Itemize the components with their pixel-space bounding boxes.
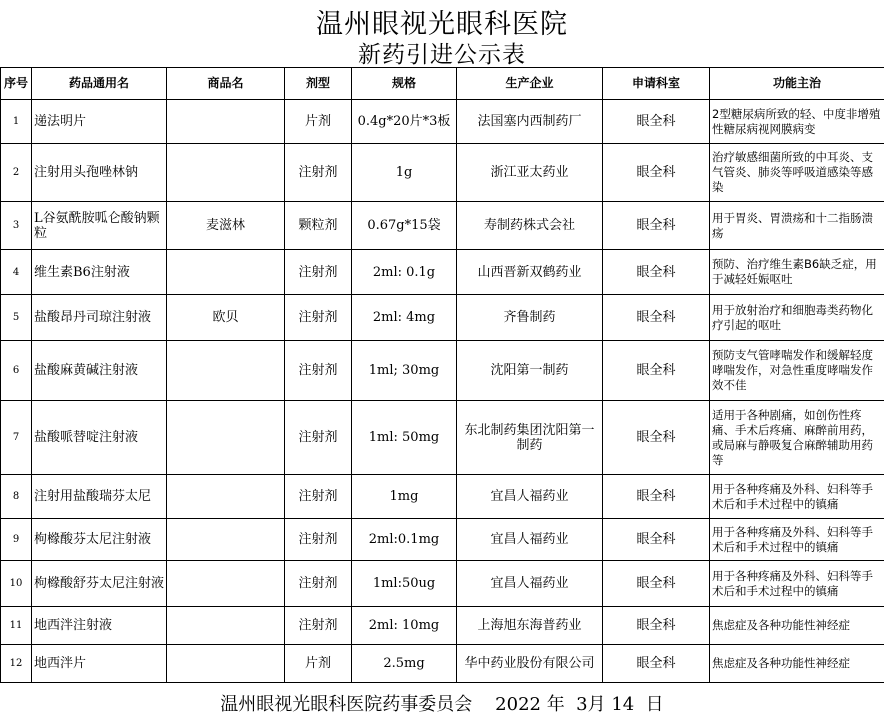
cell-no: 7 [1,401,32,475]
cell-dept: 眼全科 [603,100,710,144]
cell-brand-name [167,645,285,683]
cell-form: 注射剂 [285,475,352,519]
cell-form: 注射剂 [285,519,352,561]
cell-generic-name: 地西泮注射液 [32,607,167,645]
cell-maker: 宜昌人福药业 [457,519,603,561]
cell-dept: 眼全科 [603,561,710,607]
cell-maker: 寿制药株式会社 [457,202,603,250]
cell-function: 焦虑症及各种功能性神经症 [710,607,884,645]
cell-spec: 2.5mg [352,645,457,683]
cell-function: 预防支气管哮喘发作和缓解轻度哮喘发作，对急性重度哮喘发作效不佳 [710,341,884,401]
cell-dept: 眼全科 [603,144,710,202]
cell-spec: 2ml:0.1mg [352,519,457,561]
cell-no: 1 [1,100,32,144]
cell-spec: 2ml: 10mg [352,607,457,645]
cell-function: 用于各种疼痛及外科、妇科等手术后和手术过程中的镇痛 [710,475,884,519]
table-row [1,561,884,607]
cell-dept: 眼全科 [603,645,710,683]
cell-function: 用于各种疼痛及外科、妇科等手术后和手术过程中的镇痛 [710,561,884,607]
cell-no: 8 [1,475,32,519]
cell-function: 适用于各种剧痛，如创伤性疼痛、手术后疼痛、麻醉前用药，或局麻与静吸复合麻醉辅助用药等 [710,401,884,475]
cell-brand-name [167,519,285,561]
cell-form: 注射剂 [285,295,352,341]
cell-spec: 0.4g*20片*3板 [352,100,457,144]
document-title: 温州眼视光眼科医院 [316,9,568,40]
cell-generic-name: 盐酸哌替啶注射液 [32,401,167,475]
cell-generic-name: 盐酸昂丹司琼注射液 [32,295,167,341]
cell-maker: 东北制药集团沈阳第一制药 [457,401,603,475]
cell-dept: 眼全科 [603,341,710,401]
cell-brand-name [167,561,285,607]
cell-generic-name: 枸橼酸舒芬太尼注射液 [32,561,167,607]
cell-maker: 上海旭东海普药业 [457,607,603,645]
cell-no: 10 [1,561,32,607]
cell-dept: 眼全科 [603,475,710,519]
cell-brand-name [167,250,285,295]
cell-no: 11 [1,607,32,645]
cell-brand-name: 麦滋林 [167,202,285,250]
header-brand-name: 商品名 [167,68,285,100]
cell-form: 注射剂 [285,401,352,475]
table-row [1,100,884,144]
header-dept: 申请科室 [603,68,710,100]
cell-form: 注射剂 [285,561,352,607]
cell-dept: 眼全科 [603,295,710,341]
cell-no: 12 [1,645,32,683]
cell-function: 用于胃炎、胃溃疡和十二指肠溃疡 [710,202,884,250]
cell-brand-name [167,341,285,401]
cell-no: 9 [1,519,32,561]
header-function: 功能主治 [710,68,884,100]
cell-maker: 华中药业股份有限公司 [457,645,603,683]
cell-maker: 宜昌人福药业 [457,561,603,607]
header-maker: 生产企业 [457,68,603,100]
cell-generic-name: 维生素B6注射液 [32,250,167,295]
header-spec: 规格 [352,68,457,100]
cell-function: 焦虑症及各种功能性神经症 [710,645,884,683]
cell-generic-name: 地西泮片 [32,645,167,683]
cell-dept: 眼全科 [603,519,710,561]
cell-dept: 眼全科 [603,202,710,250]
cell-spec: 2ml: 0.1g [352,250,457,295]
cell-function: 用于放射治疗和细胞毒类药物化疗引起的呕吐 [710,295,884,341]
cell-generic-name: 递法明片 [32,100,167,144]
cell-spec: 1ml; 30mg [352,341,457,401]
cell-brand-name [167,401,285,475]
cell-brand-name [167,144,285,202]
cell-function: 2型糖尿病所致的轻、中度非增殖性糖尿病视网膜病变 [710,100,884,144]
cell-no: 2 [1,144,32,202]
cell-dept: 眼全科 [603,401,710,475]
cell-maker: 齐鲁制药 [457,295,603,341]
table-row [1,645,884,683]
cell-maker: 浙江亚太药业 [457,144,603,202]
cell-generic-name: L谷氨酰胺呱仑酸钠颗粒 [32,202,167,250]
cell-dept: 眼全科 [603,607,710,645]
cell-spec: 1ml: 50mg [352,401,457,475]
table-row [1,341,884,401]
cell-maker: 山西晋新双鹤药业 [457,250,603,295]
cell-dept: 眼全科 [603,250,710,295]
cell-spec: 2ml: 4mg [352,295,457,341]
cell-brand-name [167,100,285,144]
header-row [1,68,884,100]
cell-generic-name: 盐酸麻黄碱注射液 [32,341,167,401]
cell-function: 用于各种疼痛及外科、妇科等手术后和手术过程中的镇痛 [710,519,884,561]
cell-brand-name [167,607,285,645]
cell-function: 治疗敏感细菌所致的中耳炎、支气管炎、肺炎等呼吸道感染等感染 [710,144,884,202]
cell-no: 4 [1,250,32,295]
cell-brand-name: 欧贝 [167,295,285,341]
cell-spec: 1mg [352,475,457,519]
cell-no: 6 [1,341,32,401]
table-row [1,144,884,202]
cell-form: 注射剂 [285,250,352,295]
cell-spec: 0.67g*15袋 [352,202,457,250]
header-generic-name: 药品通用名 [32,68,167,100]
drug-table [0,67,884,683]
cell-generic-name: 注射用盐酸瑞芬太尼 [32,475,167,519]
cell-generic-name: 枸橼酸芬太尼注射液 [32,519,167,561]
cell-form: 注射剂 [285,607,352,645]
table-row [1,295,884,341]
cell-no: 3 [1,202,32,250]
footer-signature: 温州眼视光眼科医院药事委员会 2022 年 3月 14 日 [220,694,664,715]
table-row [1,607,884,645]
cell-maker: 沈阳第一制药 [457,341,603,401]
cell-generic-name: 注射用头孢唑林钠 [32,144,167,202]
cell-form: 注射剂 [285,341,352,401]
cell-form: 片剂 [285,645,352,683]
table-row [1,519,884,561]
document-subtitle: 新药引进公示表 [358,42,526,68]
cell-form: 注射剂 [285,144,352,202]
cell-maker: 法国塞内西制药厂 [457,100,603,144]
cell-function: 预防、治疗维生素B6缺乏症，用于减轻妊娠呕吐 [710,250,884,295]
table-row [1,202,884,250]
cell-brand-name [167,475,285,519]
table-row [1,475,884,519]
table-row [1,401,884,475]
cell-maker: 宜昌人福药业 [457,475,603,519]
cell-spec: 1g [352,144,457,202]
cell-no: 5 [1,295,32,341]
header-form: 剂型 [285,68,352,100]
table-row [1,250,884,295]
header-no: 序号 [1,68,32,100]
cell-spec: 1ml:50ug [352,561,457,607]
cell-form: 片剂 [285,100,352,144]
cell-form: 颗粒剂 [285,202,352,250]
